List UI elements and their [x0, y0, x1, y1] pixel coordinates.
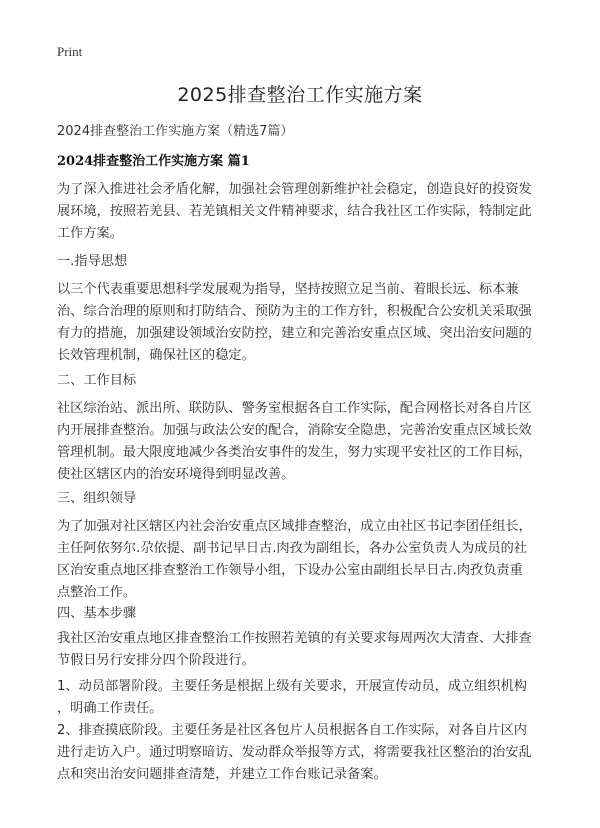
page-title: 2025排查整治工作实施方案: [177, 84, 423, 106]
paragraph-step-1: [57, 676, 543, 720]
paragraph-organization: [57, 516, 543, 604]
text-line: 工作方案。: [57, 226, 123, 241]
section-heading: 2024排查整治工作实施方案 篇1: [57, 154, 250, 169]
intro-paragraph: [57, 179, 543, 245]
heading-work-goals: 二、工作目标: [57, 373, 137, 388]
text-line: 2、排查摸底阶段。主要任务是社区各包片人员根据各自工作实际，对各自片区内: [57, 723, 527, 738]
text-line: 1、动员部署阶段。主要任务是根据上级有关要求，开展宣传动员，成立组织机构: [57, 679, 527, 694]
text-line: 区治安重点地区排查整治工作领导小组，下设办公室由副组长早日古.肉孜负责重: [57, 563, 523, 578]
text-line: 我社区治安重点地区排查整治工作按照若羌镇的有关要求每周两次大清查、大排查: [57, 631, 532, 646]
document-subtitle: 2024排查整治工作实施方案（精选7篇）: [57, 124, 294, 139]
paragraph-basic-steps: [57, 628, 543, 672]
heading-guiding-thought: 一.指导思想: [57, 254, 128, 269]
text-line: 社区综治站、派出所、联防队、警务室根据各自工作实际，配合网格长对各自片区: [57, 401, 532, 416]
text-line: 以三个代表重要思想科学发展观为指导，坚持按照立足当前、着眼长远、标本兼: [57, 282, 519, 297]
text-line: 使社区辖区内的治安环境得到明显改善。: [57, 467, 295, 482]
text-line: 管理机制。最大限度地减少各类治安事件的发生，努力实现平安社区的工作目标，: [57, 445, 532, 460]
paragraph-guiding-thought: [57, 279, 543, 367]
text-line: 长效管理机制，确保社区的稳定。: [57, 348, 255, 363]
text-line: 点整治工作。: [57, 585, 137, 600]
heading-organization: 三、组织领导: [57, 491, 137, 506]
text-line: ，明确工作责任。: [57, 701, 163, 716]
text-line: 进行走访入户。通过明察暗访、发动群众举报等方式，将需要我社区整治的治安乱: [57, 745, 532, 760]
heading-basic-steps: 四、基本步骤: [57, 606, 137, 621]
text-line: 有力的措施，加强建设领域治安防控，建立和完善治安重点区域、突出治安问题的: [57, 326, 532, 341]
text-line: 为了深入推进社会矛盾化解，加强社会管理创新维护社会稳定，创造良好的投资发: [57, 182, 532, 197]
text-line: 展环境，按照若羌县、若羌镇相关文件精神要求，结合我社区工作实际，特制定此: [57, 204, 532, 219]
text-line: 内开展排查整治。加强与政法公安的配合，消除安全隐患，完善治安重点区域长效: [57, 423, 532, 438]
text-line: 主任阿依努尔.尕依提、副书记早日古.肉孜为副组长，各办公室负责人为成员的社: [57, 541, 527, 556]
paragraph-work-goals: [57, 398, 543, 486]
print-link[interactable]: Print: [57, 44, 83, 59]
paragraph-step-2: [57, 720, 543, 786]
text-line: 点和突出治安问题排查清楚，并建立工作台账记录备案。: [57, 767, 387, 782]
text-line: 治、综合治理的原则和打防结合、预防为主的工作方针，积极配合公安机关采取强: [57, 304, 532, 319]
text-line: 节假日另行安排分四个阶段进行。: [57, 653, 255, 668]
text-line: 为了加强对社区辖区内社会治安重点区域排查整治，成立由社区书记李团任组长，: [57, 519, 532, 534]
